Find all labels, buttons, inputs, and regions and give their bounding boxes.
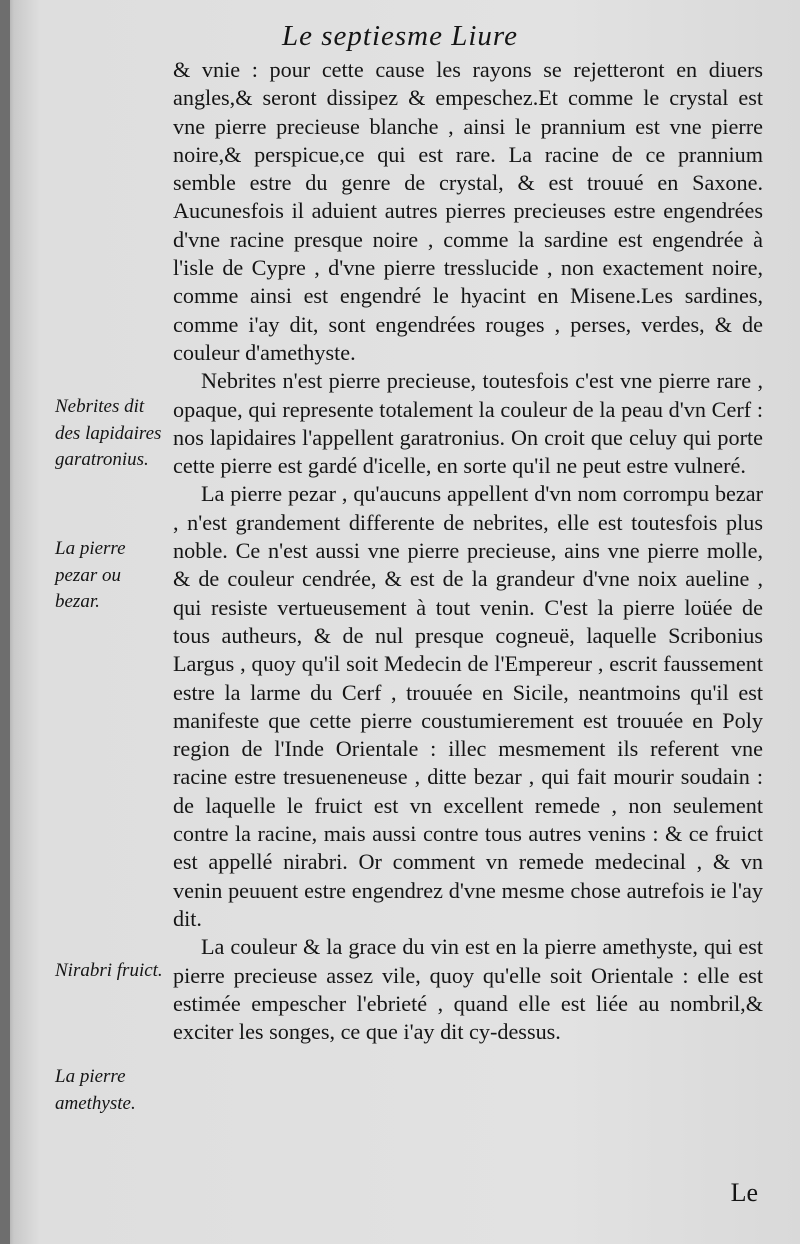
paragraph-nebrites: Nebrites n'est pierre precieuse, toutesfois c'est vne pierre rare , opaque, qui represente totalement la couleur de la peau d'vn Cerf : nos lapidaires l'appellent garatronius. On croit que celuy qui porte cette pierre est gardé d'icelle, en sorte qu'il ne peut estre vulneré. (173, 368, 763, 479)
marginal-note-pezar: La pierre pezar ou bezar. (55, 538, 126, 612)
paragraph-prannium: & vnie : pour cette cause les rayons se rejetteront en diuers angles,& seront dissipez & empeschez.Et comme le crystal est vne pierre precieuse blanche , ainsi le prannium est vne pierre noire,& perspicue,ce qui est rare. La racine de ce prannium semble estre du genre de crystal, & est trouué en Saxone. Aucunesfois il aduient autres pierres precieuses estre engendrées d'vne racine presque noire , comme la sardine est engendrée à l'isle de Cypre , d'vne pierre tresslucide , non exactement noire, comme ainsi est engendré le hyacint en Misene.Les sardines, comme i'ay dit, sont engendrées rouges , perses, verdes, & de couleur d'amethyste. (173, 57, 763, 365)
catchword: Le (730, 1178, 758, 1207)
paragraph-amethyste: La couleur & la grace du vin est en la pierre amethyste, qui est pierre precieuse assez vile, quoy qu'elle soit Orientale : elle est estimée empescher l'ebrieté , quand elle est liée au nombril,& exciter les songes, ce que i'ay dit cy-dessus. (173, 934, 763, 1045)
marginal-note-amethyste: La pierre amethyste. (55, 1066, 136, 1114)
paragraph-pezar: La pierre pezar , qu'aucuns appellent d'vn nom corrompu bezar , n'est grandement differente de nebrites, elle est toutesfois plus noble. Ce n'est aussi vne pierre precieuse, ains vne pierre molle, & de couleur cendrée, & est de la grandeur d'vne noix aueline , qui resiste vertueusement à tout venin. C'est la pierre loüée de tous autheurs, & de nul presque cogneuë, laquelle Scribonius Largus , quoy qu'il soit Medecin de l'Empereur , escrit faussement estre la larme du Cerf , trouuée en Sicile, neantmoins qu'il est manifeste que cette pierre coustumierement est trouuée en Poly region de l'Inde Orientale : illec mesmement ils referent vne racine estre tresueneneuse , ditte bezar , qui fait mourir soudain : de laquelle le fruict est vn excellent remede , non seulement contre la racine, mais aussi contre tous autres venins : & ce fruict est appellé nirabri. Or comment vn remede medecinal , & vn venin peuuent estre engendrez d'vne mesme chose autrefois ie l'ay dit. (173, 481, 763, 931)
body-text (173, 56, 763, 1046)
marginal-note-nirabri: Nirabri fruict. (55, 960, 163, 981)
marginal-note-nebrites: Nebrites dit des lapidaires garatronius. (55, 396, 162, 470)
running-head: Le septiesme Liure (281, 20, 518, 52)
page-gutter-edge (0, 0, 10, 1244)
